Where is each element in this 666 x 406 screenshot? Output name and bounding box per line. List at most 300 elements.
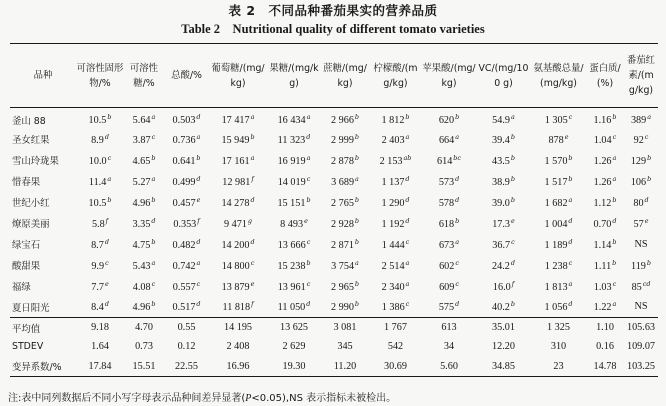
cell-value: 0.457 — [172, 197, 196, 209]
table-cell — [531, 234, 586, 255]
summary-cell — [531, 357, 586, 377]
column-header: 蛋白质/(%) — [589, 62, 621, 89]
table-cell — [476, 213, 531, 234]
cell-value: 80 — [633, 197, 644, 209]
summary-value: 15.51 — [132, 360, 156, 372]
cell-value: 2 153 — [379, 155, 403, 167]
table-cell — [76, 150, 124, 171]
footnote-p: P — [245, 393, 252, 404]
significance-letter: d — [405, 216, 410, 225]
summary-value: 542 — [387, 341, 404, 353]
summary-value: 9.18 — [91, 322, 109, 333]
cell-value: 13 879 — [221, 281, 250, 293]
significance-letter: f — [251, 300, 254, 309]
table-cell — [531, 255, 586, 276]
significance-letter: a — [455, 132, 460, 141]
significance-letter: d — [405, 195, 410, 204]
summary-value: 16.96 — [226, 360, 250, 372]
column-header: 柠檬酸/(mg/kg) — [373, 62, 418, 89]
cell-value: 3.35 — [132, 218, 151, 230]
cell-value: 3 754 — [331, 260, 355, 272]
summary-cell — [124, 357, 164, 377]
table-cell — [531, 129, 586, 150]
cell-value: 40.2 — [492, 302, 510, 314]
significance-letter: a — [250, 113, 255, 122]
significance-letter: b — [306, 258, 311, 267]
significance-letter: c — [612, 132, 617, 141]
cell-value: 609 — [439, 281, 455, 293]
cell-value: 0.557 — [172, 281, 196, 293]
summary-value: 3 081 — [333, 322, 357, 333]
cell-value: 8.9 — [91, 134, 104, 146]
significance-letter: a — [612, 174, 617, 183]
summary-value: 0.73 — [135, 341, 153, 353]
summary-value: 30.69 — [384, 360, 407, 372]
table-cell — [531, 297, 586, 318]
significance-letter: c — [306, 237, 311, 246]
cell-value: 1.11 — [593, 260, 612, 272]
summary-label: 变异系数/% — [12, 362, 62, 373]
table-cell — [422, 192, 476, 213]
summary-cell — [586, 357, 624, 377]
cell-value: 1.04 — [593, 134, 612, 146]
summary-cell — [422, 337, 476, 357]
cell-value: 1 305 — [544, 115, 568, 127]
cell-value: 4.96 — [132, 302, 151, 314]
significance-letter: b — [250, 132, 255, 141]
significance-letter: b — [354, 237, 359, 246]
significance-letter: a — [612, 300, 617, 309]
cell-value: 2 966 — [330, 115, 354, 127]
table-row — [10, 171, 658, 192]
significance-letter: d — [644, 195, 649, 204]
significance-letter: cd — [642, 279, 651, 288]
cell-value: 2 990 — [330, 302, 354, 314]
significance-letter: b — [568, 153, 573, 162]
summary-value: 11.20 — [333, 360, 357, 372]
table-cell — [369, 150, 422, 171]
cell-value: 8.7 — [91, 239, 104, 251]
significance-letter: g — [247, 216, 252, 225]
significance-letter: b — [354, 132, 359, 141]
cell-value: 57 — [633, 218, 644, 230]
table-cell — [624, 276, 658, 297]
significance-letter: a — [647, 113, 652, 122]
significance-letter: a — [355, 174, 359, 183]
table-cell — [369, 171, 422, 192]
cell-value: 8.4 — [91, 302, 104, 314]
summary-cell — [164, 337, 209, 357]
summary-value: 23 — [553, 360, 564, 372]
significance-letter: c — [568, 258, 573, 267]
table-cell — [531, 150, 586, 171]
cell-value: 1 517 — [544, 176, 568, 188]
significance-letter: d — [455, 300, 460, 309]
summary-cell — [164, 318, 209, 338]
summary-cell — [321, 337, 369, 357]
cell-value: 13 961 — [277, 281, 306, 293]
summary-value: 103.25 — [626, 360, 655, 372]
table-cell — [422, 213, 476, 234]
cell-value: 614 — [437, 155, 453, 167]
cell-value: 0.641 — [172, 155, 196, 167]
significance-letter: c — [405, 237, 410, 246]
summary-value: 1 767 — [384, 322, 407, 333]
cell-value: 24.2 — [492, 260, 510, 272]
table-cell — [531, 171, 586, 192]
significance-letter: c — [151, 279, 156, 288]
table-cell — [124, 192, 164, 213]
table-cell — [164, 129, 209, 150]
table-cell — [369, 213, 422, 234]
table-row — [10, 129, 658, 150]
significance-letter: a — [196, 258, 201, 267]
significance-letter: b — [151, 300, 156, 309]
significance-letter: e — [196, 195, 201, 204]
summary-rows — [10, 318, 658, 377]
summary-cell — [76, 357, 124, 377]
significance-letter: b — [510, 153, 515, 162]
cultivar-rows — [10, 108, 658, 318]
cell-value: 14 200 — [221, 239, 250, 251]
summary-label: STDEV — [12, 341, 44, 353]
significance-letter: c — [306, 174, 311, 183]
table-cell — [76, 297, 124, 318]
cell-value: 0.736 — [172, 134, 196, 146]
significance-letter: b — [405, 113, 410, 122]
cell-value: 1 812 — [381, 115, 405, 127]
significance-letter: a — [405, 258, 410, 267]
variety-name: 夏日阳光 — [12, 302, 50, 314]
table-cell — [164, 192, 209, 213]
table-cell — [586, 234, 624, 255]
summary-cell — [369, 357, 422, 377]
significance-letter: b — [612, 237, 617, 246]
summary-cell — [267, 357, 321, 377]
table-cell — [476, 171, 531, 192]
significance-letter: d — [151, 216, 156, 225]
table-cell — [321, 171, 369, 192]
cell-value: 9 471 — [223, 218, 247, 230]
significance-letter: a — [405, 132, 410, 141]
significance-letter: b — [151, 237, 156, 246]
column-header: VC/(mg/100 g) — [478, 62, 529, 89]
summary-value: 310 — [550, 341, 567, 353]
summary-value: 0.12 — [177, 341, 196, 353]
variety-name: 圣女红果 — [12, 135, 50, 146]
table-cell — [476, 276, 531, 297]
cell-value: 1 192 — [381, 218, 405, 230]
significance-letter: b — [354, 153, 359, 162]
significance-letter: c — [455, 258, 459, 267]
cell-value: 4.08 — [132, 281, 151, 293]
significance-letter: b — [510, 195, 515, 204]
significance-letter: a — [568, 195, 573, 204]
significance-letter: d — [196, 174, 201, 183]
significance-letter: e — [104, 279, 109, 288]
significance-letter: a — [306, 153, 311, 162]
significance-letter: b — [107, 195, 112, 204]
table-cell — [267, 108, 321, 129]
cell-value: 15 151 — [277, 197, 306, 209]
cell-value: 0.499 — [172, 176, 196, 188]
significance-letter: ab — [403, 153, 412, 162]
significance-letter: d — [306, 132, 311, 141]
cell-value: 11 323 — [277, 134, 306, 146]
cell-value: 4.65 — [132, 155, 151, 167]
significance-letter: f — [511, 279, 515, 288]
summary-cell — [531, 318, 586, 338]
significance-letter: b — [354, 279, 359, 288]
cell-value: 14 800 — [221, 260, 250, 272]
table-cell — [76, 171, 124, 192]
table-cell — [531, 276, 586, 297]
table-cell — [369, 297, 422, 318]
cell-value: 5.64 — [132, 115, 151, 127]
cell-value: 16.0 — [492, 281, 511, 293]
summary-value: 14.78 — [593, 360, 617, 372]
column-header: 苹果酸/(mg/kg) — [422, 62, 476, 89]
summary-value: 5.60 — [440, 360, 458, 372]
cell-value: 3 689 — [331, 176, 355, 188]
table-cell — [422, 234, 476, 255]
significance-letter: d — [568, 237, 573, 246]
significance-letter: b — [510, 132, 515, 141]
cell-value: 39.4 — [492, 134, 510, 146]
cell-value: 10.0 — [88, 155, 107, 167]
summary-value: 12.20 — [492, 341, 515, 353]
significance-letter: b — [107, 113, 112, 122]
summary-cell — [267, 337, 321, 357]
cell-value: 1.12 — [593, 197, 612, 209]
cell-value: 10.5 — [88, 197, 107, 209]
significance-letter: c — [250, 258, 255, 267]
cell-value: 575 — [438, 302, 455, 314]
significance-letter: c — [612, 279, 617, 288]
summary-cell — [422, 318, 476, 338]
table-cell — [321, 255, 369, 276]
cell-value: 0.482 — [172, 239, 196, 251]
significance-letter: bc — [453, 153, 461, 162]
significance-letter: d — [405, 174, 410, 183]
table-cell — [267, 129, 321, 150]
cell-value: 0.742 — [172, 260, 196, 272]
summary-cell — [164, 357, 209, 377]
table-row — [10, 213, 658, 234]
table-cell — [164, 255, 209, 276]
table-cell — [124, 108, 164, 129]
significance-letter: a — [612, 153, 617, 162]
cell-value: 14 278 — [221, 197, 250, 209]
significance-letter: d — [455, 195, 460, 204]
cell-value: 1 813 — [544, 281, 568, 293]
summary-value: 22.55 — [175, 360, 198, 372]
summary-value: 34.85 — [492, 360, 515, 372]
significance-letter: f — [251, 174, 254, 183]
table-cell — [124, 171, 164, 192]
significance-letter: e — [304, 216, 308, 225]
significance-letter: a — [151, 113, 156, 122]
significance-letter: c — [196, 279, 201, 288]
summary-cell — [531, 337, 586, 357]
table-cell — [76, 255, 124, 276]
table-row — [10, 276, 658, 297]
significance-letter: b — [354, 113, 359, 122]
table-cell — [369, 192, 422, 213]
table-cell — [164, 150, 209, 171]
table-cell — [624, 234, 658, 255]
cell-value: 4.96 — [132, 197, 151, 209]
summary-row — [10, 337, 658, 357]
summary-value: 345 — [337, 341, 353, 353]
significance-letter: b — [196, 153, 201, 162]
table-cell — [267, 276, 321, 297]
significance-letter: b — [455, 216, 460, 225]
cell-value: 12 981 — [222, 176, 251, 188]
table-cell — [209, 276, 267, 297]
summary-cell — [124, 337, 164, 357]
table-cell — [321, 108, 369, 129]
table-cell — [586, 297, 624, 318]
summary-cell — [422, 357, 476, 377]
summary-cell — [476, 337, 531, 357]
significance-letter: c — [107, 153, 112, 162]
significance-letter: b — [568, 174, 573, 183]
significance-letter: b — [510, 300, 515, 309]
column-header: 蔗糖/(mg/kg) — [323, 62, 367, 89]
significance-letter: b — [151, 153, 156, 162]
variety-name: 燎原美丽 — [12, 219, 50, 230]
significance-letter: d — [196, 113, 201, 122]
cell-value: 9.9 — [91, 260, 105, 272]
table-cell — [124, 213, 164, 234]
summary-value: 17.84 — [88, 360, 112, 372]
header-row — [10, 44, 658, 108]
column-header-variety: 品种 — [33, 70, 53, 81]
cell-value: 0.70 — [593, 218, 612, 230]
significance-letter: a — [151, 174, 156, 183]
summary-row — [10, 357, 658, 377]
table-title-cn: 表 2 不同品种番茄果实的营养品质 — [228, 3, 438, 18]
summary-cell — [76, 318, 124, 338]
significance-letter: c — [568, 113, 573, 122]
significance-letter: d — [568, 216, 573, 225]
summary-cell — [209, 337, 267, 357]
cell-value: 578 — [438, 197, 455, 209]
summary-row — [10, 318, 658, 338]
table-cell — [531, 108, 586, 129]
cell-value: 1 056 — [544, 302, 568, 314]
cell-value: 1 004 — [544, 218, 568, 230]
significance-letter: a — [107, 174, 112, 183]
table-cell — [209, 171, 267, 192]
table-cell — [124, 150, 164, 171]
cell-value: 2 871 — [330, 239, 354, 251]
table-cell — [586, 129, 624, 150]
table-cell — [624, 150, 658, 171]
cell-value: 0.503 — [172, 115, 196, 127]
summary-cell — [321, 357, 369, 377]
table-row — [10, 234, 658, 255]
table-row — [10, 192, 658, 213]
table-cell — [164, 213, 209, 234]
table-cell — [476, 192, 531, 213]
table-cell — [586, 213, 624, 234]
significance-letter: b — [612, 113, 617, 122]
table-cell — [124, 129, 164, 150]
cell-value: 878 — [548, 134, 564, 146]
table-cell — [209, 297, 267, 318]
summary-value: 13 625 — [279, 322, 308, 333]
significance-letter: b — [354, 300, 359, 309]
column-header: 可溶性固形物/% — [76, 62, 124, 89]
significance-letter: c — [455, 279, 459, 288]
table-cell — [586, 276, 624, 297]
table-cell — [76, 276, 124, 297]
table-cell — [209, 213, 267, 234]
cell-value: 389 — [630, 115, 647, 127]
significance-letter: b — [354, 195, 359, 204]
significance-letter: a — [355, 258, 359, 267]
table-cell — [624, 129, 658, 150]
table-row — [10, 297, 658, 318]
significance-letter: c — [511, 237, 515, 246]
summary-cell — [209, 357, 267, 377]
table-cell — [267, 234, 321, 255]
summary-value: 19.30 — [282, 360, 306, 372]
table-cell — [321, 276, 369, 297]
summary-cell — [369, 337, 422, 357]
table-cell — [267, 213, 321, 234]
table-cell — [476, 255, 531, 276]
cell-value: 2 928 — [330, 218, 354, 230]
table-cell — [422, 108, 476, 129]
table-cell — [164, 297, 209, 318]
cell-value: 5.43 — [132, 260, 151, 272]
table-cell — [624, 192, 658, 213]
table-cell — [76, 213, 124, 234]
variety-name: 雪山玲珑果 — [12, 156, 59, 167]
cell-value: 1 238 — [544, 260, 568, 272]
cell-value: 1.14 — [593, 239, 612, 251]
cell-value: 17.3 — [492, 218, 511, 230]
table-cell — [586, 171, 624, 192]
summary-value: 105.63 — [626, 322, 655, 333]
summary-value: 1.64 — [91, 341, 109, 353]
table-cell — [209, 108, 267, 129]
table-cell — [164, 108, 209, 129]
significance-letter: a — [568, 279, 573, 288]
table-cell — [321, 234, 369, 255]
table-cell — [476, 129, 531, 150]
summary-value: 14 195 — [223, 322, 252, 333]
summary-cell — [267, 318, 321, 338]
summary-value: 2 629 — [282, 341, 306, 353]
significance-letter: a — [151, 258, 156, 267]
cell-value: 15 949 — [221, 134, 250, 146]
cell-value: 0.517 — [172, 302, 196, 314]
significance-letter: e — [511, 216, 515, 225]
variety-name: 世纪小红 — [12, 198, 50, 209]
summary-value: 1.10 — [596, 322, 614, 333]
cell-value: 2 878 — [330, 155, 354, 167]
cell-value: 1 137 — [381, 176, 405, 188]
cell-value: 119 — [631, 260, 646, 272]
variety-name: 惜春果 — [12, 177, 41, 188]
cell-value: 618 — [438, 218, 455, 230]
summary-cell — [369, 318, 422, 338]
table-cell — [586, 255, 624, 276]
